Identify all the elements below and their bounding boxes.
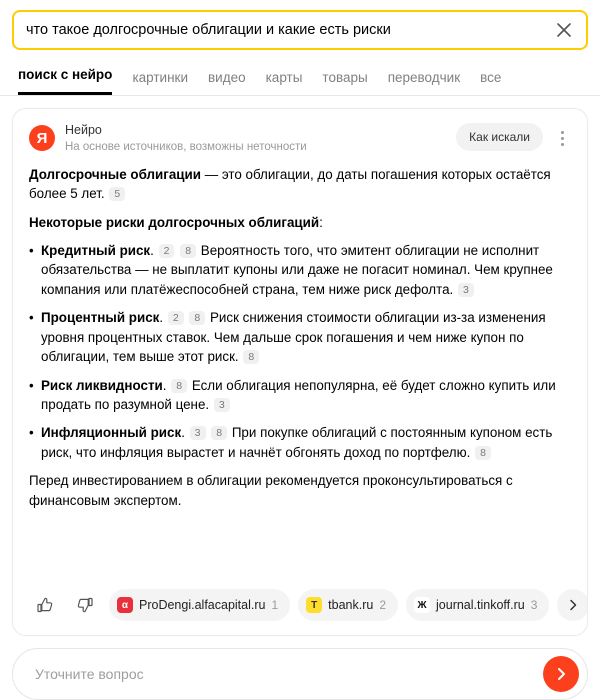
more-options-icon[interactable] [553,123,571,146]
thumbs-up-icon[interactable] [29,589,61,621]
search-input[interactable] [14,22,542,38]
list-item [29,423,571,462]
next-sources-button[interactable] [557,589,588,621]
citation-ref[interactable]: 5 [109,187,125,201]
source-number: 1 [271,598,279,612]
favicon-icon: Ж [414,597,430,613]
risk-title-dot: . [150,242,154,258]
citation-ref[interactable]: 3 [190,426,206,440]
list-item [29,241,571,299]
chevron-right-icon [566,598,580,612]
citation-ref[interactable]: 8 [475,446,491,460]
source-chip[interactable] [109,589,290,621]
tab-neuro-search[interactable]: поиск с нейро [18,67,112,95]
assistant-name: Нейро [65,123,102,137]
risks-heading-text: Некоторые риски долгосрочных облигаций [29,214,320,230]
source-name: tbank.ru [328,598,374,612]
citation-ref[interactable]: 3 [214,398,230,412]
tab-video[interactable]: видео [208,70,246,85]
tab-images[interactable]: картинки [132,70,188,85]
search-bar[interactable] [12,10,588,50]
risks-heading-colon: : [319,214,323,230]
tab-maps[interactable]: карты [265,70,303,85]
risk-title: Риск ликвидности [41,377,163,393]
intro-term: Долгосрочные облигации [29,166,201,182]
card-header [29,123,571,153]
source-name: journal.tinkoff.ru [436,598,525,612]
citation-ref[interactable]: 2 [168,311,184,325]
avatar: Я [29,125,55,151]
risk-text: Если облигация непопулярна, её будет сложно купить или продать по разумной цене. [41,377,556,412]
intro-rest: — это облигации, до даты погашения которых остаётся более 5 лет. [29,166,551,202]
risk-title: Кредитный риск [41,242,151,258]
citation-ref[interactable]: 8 [180,244,196,258]
source-number: 3 [530,598,538,612]
answer-outro: Перед инвестированием в облигации рекомендуется проконсультироваться с финансовым экспертом. [29,473,513,508]
card-header-text [65,123,446,153]
risk-title-dot: . [159,310,164,326]
risk-title-dot: . [162,377,167,393]
risk-title: Процентный риск [41,310,160,326]
risk-title-dot: . [181,425,185,441]
source-chip[interactable] [298,589,398,621]
tab-translator[interactable]: переводчик [387,70,461,85]
tab-bar [0,54,600,96]
chevron-right-icon [553,666,569,682]
source-chip[interactable] [406,589,549,621]
thumbs-down-icon[interactable] [69,589,101,621]
answer-body [29,165,571,511]
followup-input[interactable] [33,665,543,683]
risk-text: При покупке облигаций с постоянным купоном есть риск, что инфляция вырастет и начнёт обгонять доход по портфелю. [41,425,553,460]
source-number: 2 [379,598,387,612]
tab-all[interactable]: все [480,70,502,85]
followup-question-bar[interactable] [12,648,588,700]
source-name: ProDengi.alfacapital.ru [139,598,266,612]
favicon-icon: T [306,597,322,613]
list-item [29,308,571,366]
citation-ref[interactable]: 8 [211,426,227,440]
citation-ref[interactable]: 8 [171,379,187,393]
risk-text: Риск снижения стоимости облигации из-за изменения уровня процентных ставок. Чем дальше срок погашения и чем ниже купон по облигации, тем выше этот риск. [41,310,546,365]
citation-ref[interactable]: 8 [243,350,259,364]
favicon-icon: α [117,597,133,613]
risk-title: Инфляционный риск [41,425,182,441]
assistant-disclaimer: На основе источников, возможны неточности [65,140,307,153]
citation-ref[interactable]: 3 [458,283,474,297]
send-button[interactable] [543,656,579,692]
citation-ref[interactable]: 2 [159,244,175,258]
how-searched-button[interactable]: Как искали [456,123,543,151]
risk-list [29,241,571,462]
tab-goods[interactable]: товары [322,70,368,85]
answer-intro [29,165,571,204]
risk-text: Вероятность того, что эмитент облигации не исполнит обязательства — не выплатит купоны или даже не погасит номинал. Чем крупнее компания или платёжеспособней страна, тем ниже риск дефолта. [41,242,553,297]
neuro-answer-card [12,108,588,636]
sources-row [29,589,577,621]
list-item [29,376,571,415]
risks-heading [29,213,571,232]
citation-ref[interactable]: 8 [189,311,205,325]
clear-search-icon[interactable] [542,12,586,48]
